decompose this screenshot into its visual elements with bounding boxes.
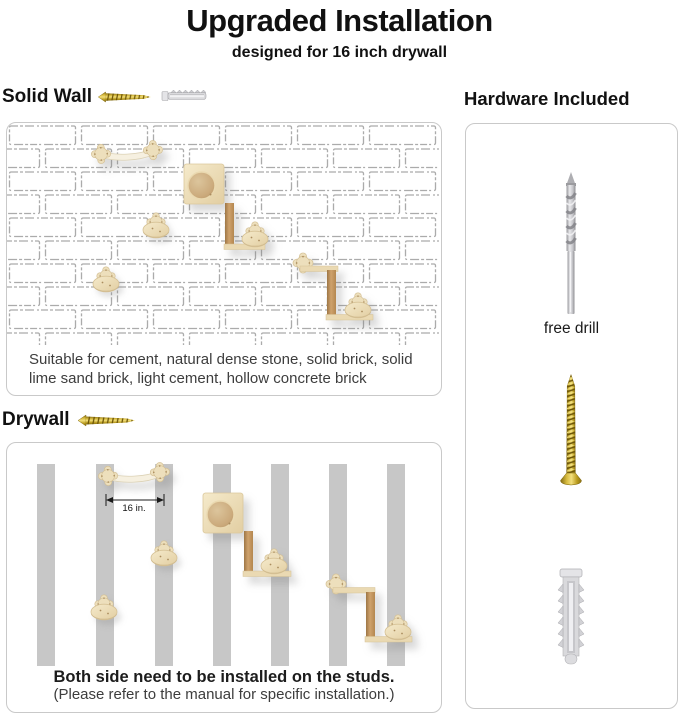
solid-wall-heading: Solid Wall	[2, 86, 93, 107]
wall-anchor-icon	[556, 568, 586, 666]
dimension-label: 16 in.	[122, 503, 146, 514]
screw-icon	[75, 414, 139, 427]
hardware-panel	[465, 123, 678, 709]
screw-icon	[558, 370, 584, 496]
page-subtitle: designed for 16 inch drywall	[231, 44, 448, 61]
page-title: Upgraded Installation	[186, 3, 493, 38]
hardware-heading: Hardware Included	[464, 88, 630, 109]
solid-wall-caption: Suitable for cement, natural dense stone, solid brick, solid lime sand brick, light cement, hollow concrete brick	[29, 351, 413, 388]
drywall-heading: Drywall	[2, 409, 70, 430]
screw-icon	[97, 91, 153, 103]
scratch-post	[225, 203, 234, 245]
scratch-post	[327, 270, 336, 315]
scratch-post	[244, 531, 253, 572]
scratch-post	[366, 592, 375, 637]
drill-bit-icon	[556, 171, 586, 317]
drywall-caption-bold: Both side need to be installed on the studs.	[53, 668, 395, 686]
round-step	[151, 541, 177, 566]
drywall-caption-note: (Please refer to the manual for specific installation.)	[53, 686, 395, 703]
brick-wall-background	[7, 123, 439, 345]
wall-anchor-icon	[161, 89, 209, 103]
drywall-panel	[6, 442, 442, 713]
solid-wall-panel	[6, 122, 442, 396]
drill-label: free drill	[543, 320, 600, 337]
